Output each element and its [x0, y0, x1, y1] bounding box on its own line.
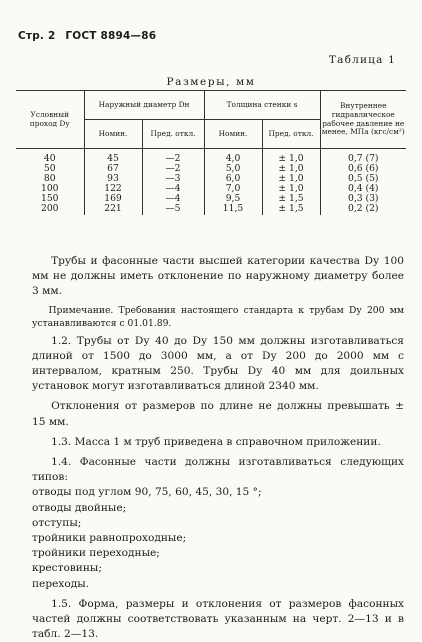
subheader-outer-nominal: Номин. — [84, 120, 142, 149]
page-number: Стр. 2 — [18, 30, 56, 42]
list-item: тройники переходные; — [32, 547, 160, 560]
paragraph-1-5: 1.5. Форма, размеры и отклонения от размеров фасонных частей должны соответствовать указанным на черт. 2—13 и в табл. 2—13. — [32, 597, 404, 641]
subheader-outer-deviation: Пред. откл. — [142, 120, 204, 149]
table-cell: ± 1,5 — [278, 203, 304, 215]
table-cell: 150 — [40, 193, 59, 205]
table-cell: 5,0 — [225, 163, 241, 175]
list-item: отводы под углом 90, 75, 60, 45, 30, 15 °; — [32, 486, 262, 499]
list-item: тройники равнопроходные; — [32, 532, 187, 545]
paragraph-length-deviation: Отклонения от размеров по длине не должны превышать ± 15 мм. — [32, 400, 404, 428]
paragraph-1-4: 1.4. Фасонные части должны изготавливаться следующих типов: — [32, 456, 404, 484]
table-cell: 0,5 (5) — [347, 173, 379, 185]
list-item: отступы; — [32, 516, 82, 529]
fitting-types-list — [32, 485, 404, 591]
table-cell: 50 — [43, 163, 56, 175]
table-cell: 6,0 — [225, 173, 241, 185]
table-cell: 122 — [104, 183, 122, 195]
column-nominal-bore — [16, 149, 84, 215]
header-nominal-bore: Условный проход Dу — [16, 91, 84, 149]
table-cell: 45 — [107, 153, 119, 164]
subheader-wall-nominal: Номин. — [204, 120, 262, 149]
paragraph-quality-category: Трубы и фасонные части высшей категории качества Dу 100 мм не должны иметь отклонение по наружному диаметру более 3 мм. — [32, 255, 404, 298]
table-cell: 0,4 (4) — [347, 183, 379, 195]
table-cell: 93 — [107, 173, 119, 185]
table-number: Таблица 1 — [328, 54, 396, 66]
table-cell: —4 — [165, 193, 181, 205]
table-cell: —4 — [165, 183, 181, 195]
table-cell: 7,0 — [225, 183, 241, 195]
note-paragraph: Примечание. Требования настоящего стандарта к трубам Dу 200 мм устанавливаются с 01.01.89. — [32, 304, 404, 329]
body-text — [32, 254, 404, 642]
table-cell: 0,3 (3) — [347, 193, 379, 205]
table-cell: —2 — [165, 153, 181, 164]
table-cell: 4,0 — [225, 153, 241, 164]
header-pressure: Внутреннее гидравлическое рабочее давление не менее, МПа (кгс/см²) — [320, 91, 406, 149]
table-cell: 0,7 (7) — [347, 153, 379, 164]
table-cell: ± 1,0 — [278, 163, 304, 175]
table-title: Размеры, мм — [166, 76, 256, 88]
table-cell: 200 — [40, 203, 59, 215]
table-cell: ± 1,0 — [278, 173, 304, 185]
table-cell: 80 — [43, 173, 56, 185]
standard-code: ГОСТ 8894—86 — [65, 30, 157, 42]
table-cell: 9,5 — [225, 193, 241, 205]
table-cell: 11,5 — [222, 203, 244, 215]
column-wall-deviation — [262, 149, 320, 215]
table-cell: 0,2 (2) — [347, 203, 379, 215]
dimensions-table — [16, 90, 406, 215]
list-item: переходы. — [32, 577, 90, 590]
column-pressure — [320, 149, 406, 215]
table-cell: 67 — [107, 163, 119, 175]
table-cell: —5 — [165, 203, 181, 215]
table-cell: 0,6 (6) — [347, 163, 379, 175]
table-cell: 100 — [40, 183, 59, 195]
subheader-wall-deviation: Пред. откл. — [262, 120, 320, 149]
list-item: отводы двойные; — [32, 501, 127, 514]
column-outer-nominal — [84, 149, 142, 215]
table-cell: 221 — [104, 203, 122, 215]
paragraph-1-2: 1.2. Трубы от Dу 40 до Dу 150 мм должны изготавливаться длиной от 1500 до 3000 мм, а от Dу 200 до 2000 мм с интервалом, кратным 250. Трубы Dу 40 мм для доильных установок могут изготавливаться длиной 2340 мм. — [32, 334, 404, 393]
table-cell: 40 — [43, 153, 56, 164]
page-header — [18, 30, 162, 42]
table-cell: 169 — [104, 193, 122, 205]
column-wall-nominal — [204, 149, 262, 215]
table-cell: ± 1,5 — [278, 193, 304, 205]
column-outer-deviation — [142, 149, 204, 215]
paragraph-1-3: 1.3. Масса 1 м труб приведена в справочном приложении. — [51, 435, 381, 448]
header-wall-thickness: Толщина стенки s — [204, 91, 320, 120]
list-item: крестовины; — [32, 562, 102, 575]
table-cell: —2 — [165, 163, 181, 175]
header-outer-diameter: Наружный диаметр Dн — [84, 91, 204, 120]
table-cell: ± 1,0 — [278, 153, 304, 164]
table-cell: —3 — [165, 173, 181, 185]
table-cell: ± 1,0 — [278, 183, 304, 195]
